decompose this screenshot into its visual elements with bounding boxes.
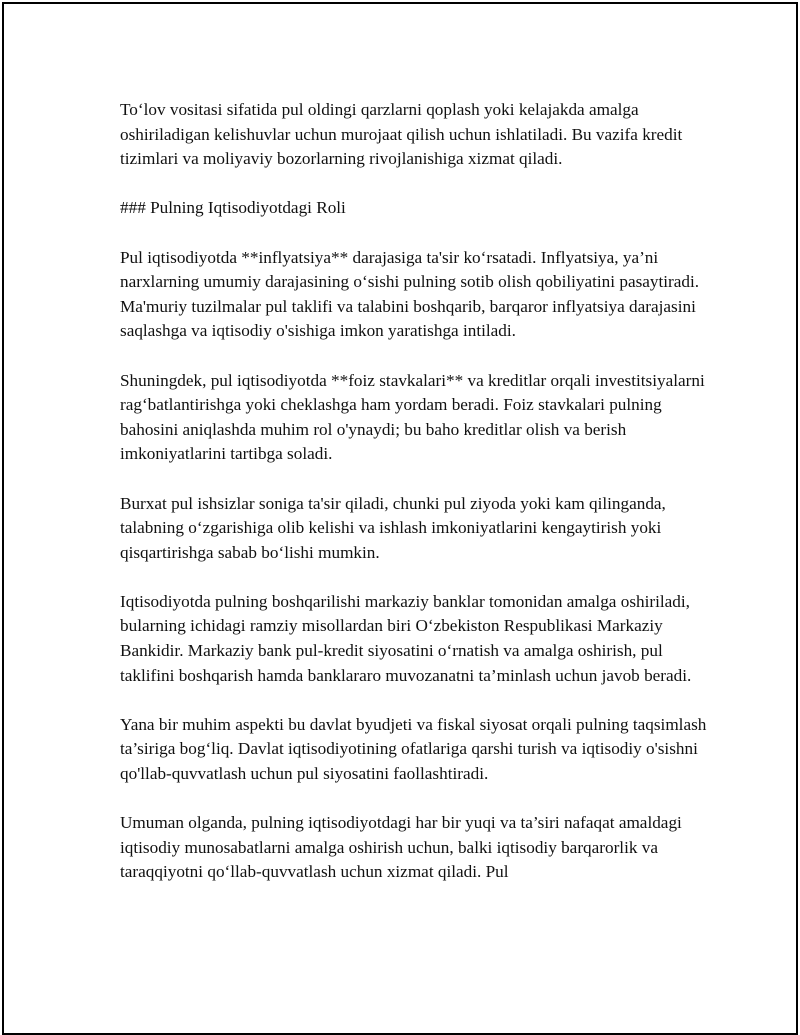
paragraph-payment-function: To‘lov vositasi sifatida pul oldingi qarzlarni qoplash yoki kelajakda amalga oshiriladigan kelishuvlar uchun murojaat qilish uchun ishlatiladi. Bu vazifa kredit tizimlari va moliyaviy bozorlarning rivojlanishiga xizmat qiladi. (120, 100, 683, 169)
paragraph-central-bank: Iqtisodiyotda pulning boshqarilishi markaziy banklar tomonidan amalga oshiriladi, bularning ichidagi ramziy misollardan biri O‘zbekiston Respublikasi Markaziy Bankidir. Markaziy bank pul-kredit siyosatini o‘rnatish va amalga oshirish, pul taklifini boshqarish hamda banklararo muvozanatni ta’minlash uchun javob beradi. (120, 591, 692, 685)
paragraph-fiscal-policy: Yana bir muhim aspekti bu davlat byudjeti va fiskal siyosat orqali pulning taqsimlash ta’siriga bog‘liq. Davlat iqtisodiyotining ofatlariga qarshi turish va iqtisodiy o'sishni qo'llab-quvvatlash uchun pul siyosatini faollashtiradi. (120, 714, 707, 784)
paragraph-conclusion: Umuman olganda, pulning iqtisodiyotdagi har bir yuqi va ta’siri nafaqat amaldagi iqtisodiy munosabatlarni amalga oshirish uchun, balki iqtisodiy barqarorlik va taraqqiyotni qo‘llab-quvvatlash uchun xizmat qiladi. Pul (120, 813, 682, 882)
paragraph-inflation: Pul iqtisodiyotda **inflyatsiya** darajasiga ta'sir ko‘rsatadi. Inflyatsiya, ya’ni narxlarning umumiy darajasining o‘sishi pulning sotib olish qobiliyatini pasaytiradi. Ma'muriy tuzilmalar pul taklifi va talabini boshqarib, barqaror inflyatsiya darajasini saqlashga va iqtisodiy o'sishiga imkon yaratishga intiladi. (120, 247, 700, 341)
paragraph-interest-rates: Shuningdek, pul iqtisodiyotda **foiz stavkalari** va kreditlar orqali investitsiyalarni rag‘batlantirishga yoki cheklashga ham yordam beradi. Foiz stavkalari pulning bahosini aniqlashda muhim rol o'ynaydi; bu baho kreditlar olish va berish imkoniyatlarini tartibga soladi. (120, 370, 705, 464)
paragraph-unemployment: Burxat pul ishsizlar soniga ta'sir qiladi, chunki pul ziyoda yoki kam qilinganda, talabning o‘zgarishiga olib kelishi va ishlash imkoniyatlarini kengaytirish yoki qisqartirishga sabab bo‘lishi mumkin. (120, 493, 666, 562)
document-body (120, 98, 710, 910)
document-page (2, 2, 798, 1035)
section-heading: ### Pulning Iqtisodiyotdagi Roli (120, 198, 346, 218)
